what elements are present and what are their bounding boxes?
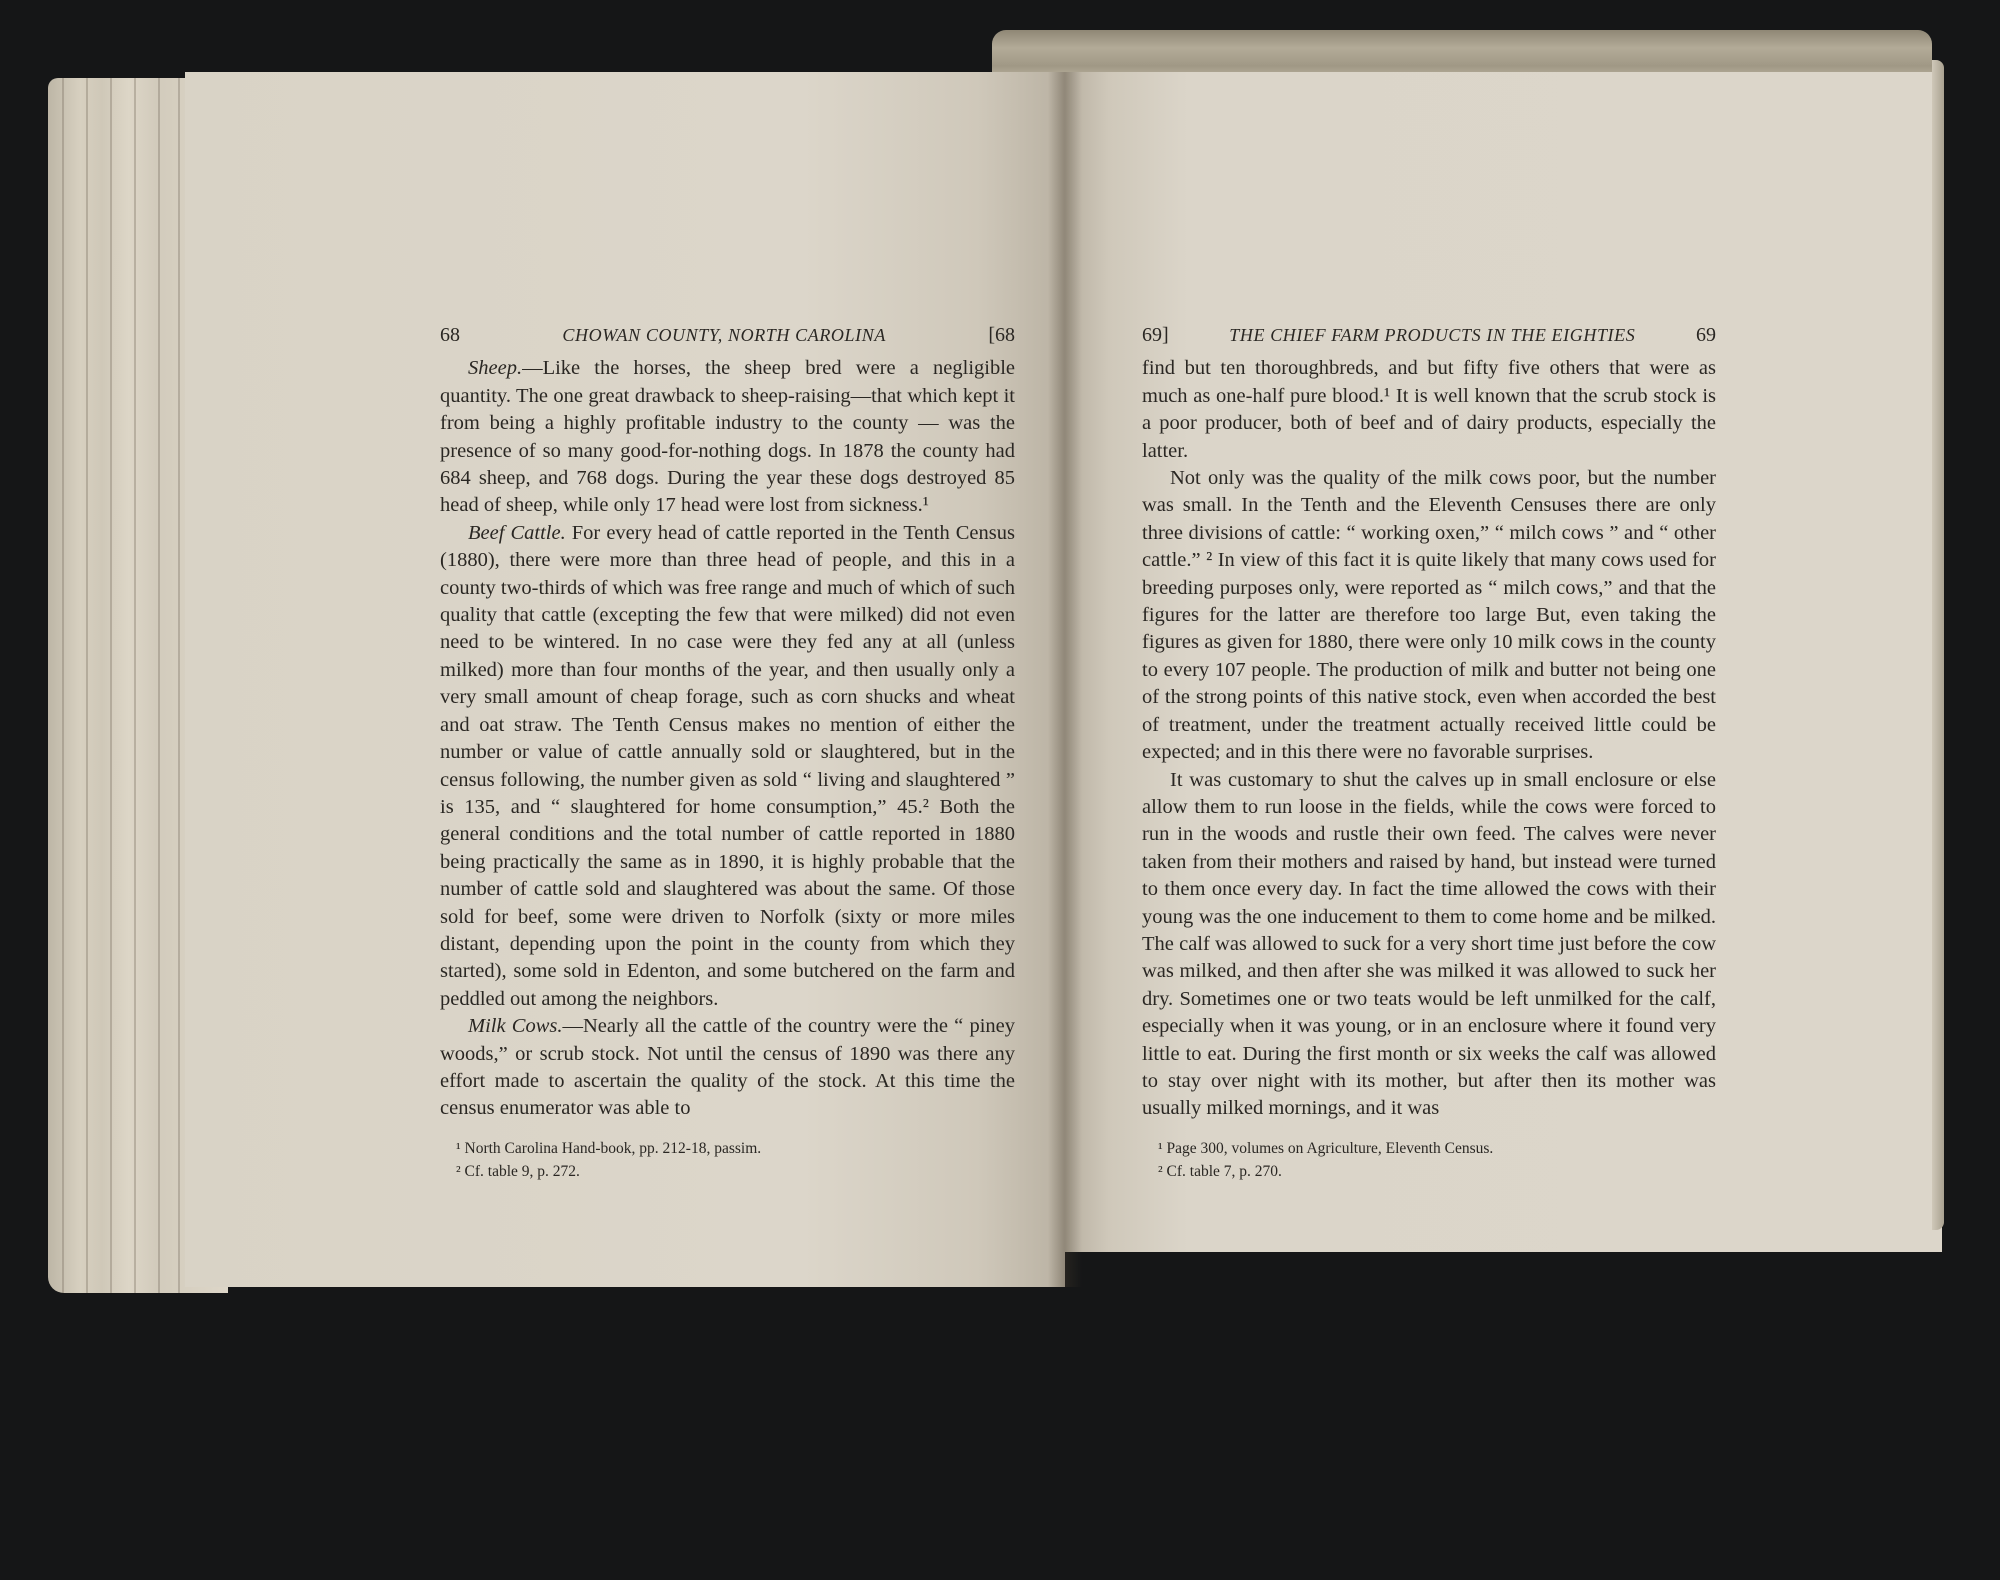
right-running-title: THE CHIEF FARM PRODUCTS IN THE EIGHTIES: [1229, 325, 1636, 345]
left-page-text: [440, 322, 1015, 1183]
right-running-head: [1142, 322, 1716, 349]
left-page-number: 68: [440, 324, 460, 346]
right-page-text: [1142, 322, 1716, 1183]
left-body: [440, 355, 1015, 1122]
paragraph: find but ten thoroughbreds, and but fifty five others that were as much as one-half pure blood.¹ It is well known that the scrub stock is a poor producer, both of beef and of dairy products, especially the latter.: [1142, 357, 1716, 462]
paragraph: Milk Cows.—Nearly all the cattle of the country were the “ piney woods,” or scrub stock. Not until the census of 1890 was there any effort made to ascertain the quality of the stock. At this time the census enumerator was able to: [440, 1015, 1015, 1120]
paragraph: Not only was the quality of the milk cows poor, but the number was small. In the Tenth and the Eleventh Censuses there are only three divisions of cattle: “ working oxen,” “ milch cows ” and “ other cattle.” ² In view of this fact it is quite likely that many cows used for breeding purposes only, were reported as “ milch cows,” and that the figures for the latter are therefore too large But, even taking the figures as given for 1880, there were only 10 milk cows in the county to every 107 people. The production of milk and butter not being one of the strong points of this native stock, even when accorded the best of treatment, under the treatment actually received little could be expected; and in this there were no favorable surprises.: [1142, 467, 1716, 764]
paragraph: Sheep.—Like the horses, the sheep bred were a negligible quantity. The one great drawback to sheep-raising—that which kept it from being a highly profitable industry to the county — was the presence of so many good-for-nothing dogs. In 1878 the county had 684 sheep, and 768 dogs. During the year these dogs destroyed 85 head of sheep, while only 17 head were lost from sickness.¹: [440, 357, 1015, 517]
footnote: ² Cf. table 9, p. 272.: [456, 1162, 580, 1180]
footnote: ¹ North Carolina Hand-book, pp. 212-18, passim.: [456, 1139, 762, 1157]
left-running-head: [440, 322, 1015, 349]
right-bracket-number: 69]: [1142, 324, 1169, 346]
right-body: [1142, 355, 1716, 1122]
footnote: ² Cf. table 7, p. 270.: [1158, 1162, 1282, 1180]
right-footnotes: [1142, 1137, 1716, 1183]
footnote: ¹ Page 300, volumes on Agriculture, Eleventh Census.: [1158, 1139, 1494, 1157]
left-running-title: CHOWAN COUNTY, NORTH CAROLINA: [562, 325, 886, 345]
right-page-number: 69: [1695, 324, 1716, 346]
right-page-fore-edge: [1932, 60, 1944, 1230]
paragraph: It was customary to shut the calves up in small enclosure or else allow them to run loose in the fields, while the cows were forced to run in the woods and rustle their own feed. The calves were never taken from their mothers and raised by hand, but instead were turned to them once every day. In fact the time allowed the cows with their young was the one inducement to them to come home and be milked. The calf was allowed to suck for a very short time just before the cow was milked, and then after she was milked it was allowed to suck her dry. Sometimes one or two teats would be left unmilked for the calf, especially when it was young, or in an enclosure where it found very little to eat. During the first month or six weeks the calf was allowed to stay over night with its mother, but after then its mother was usually milked mornings, and it was: [1142, 768, 1716, 1120]
left-bracket-number: [68: [988, 324, 1015, 346]
book-gutter: [1048, 72, 1082, 1287]
paragraph: Beef Cattle. For every head of cattle reported in the Tenth Census (1880), there were more than three head of people, and this in a county two-thirds of which was free range and much of which of such quality that cattle (excepting the few that were milked) did not even need to be wintered. In no case were they fed any at all (unless milked) more than four months of the year, and then usually only a very small amount of cheap forage, such as corn shucks and wheat and oat straw. The Tenth Census makes no mention of either the number or value of cattle annually sold or slaughtered, but in the census following, the number given as sold “ living and slaughtered ” is 135, and “ slaughtered for home consumption,” 45.² Both the general conditions and the total number of cattle reported in 1880 being practically the same as in 1890, it is highly probable that the number of cattle sold and slaughtered was about the same. Of those sold for beef, some were driven to Norfolk (sixty or more miles distant, depending upon the point in the county from which they started), some sold in Edenton, and some butchered on the farm and peddled out among the neighbors.: [440, 521, 1015, 1010]
left-footnotes: [440, 1137, 1015, 1183]
